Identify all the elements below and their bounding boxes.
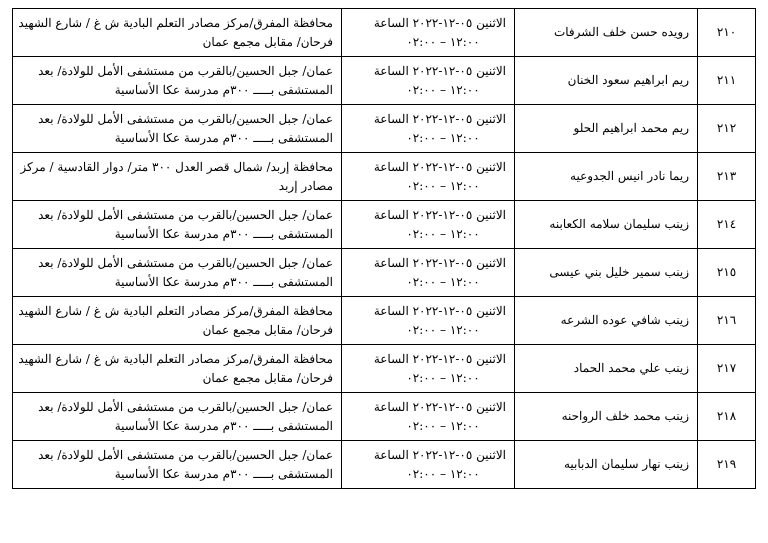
location-line-2: المستشفى بـــــ ٣٠٠م مدرسة عكا الأساسية (114, 82, 333, 97)
table-row (13, 201, 756, 249)
row-number: ٢١٣ (698, 153, 756, 201)
person-name: زينب علي محمد الحماد (515, 345, 698, 393)
location-line-1: عمان/ جبل الحسين/بالقرب من مستشفى الأمل للولادة/ بعد (38, 447, 333, 462)
row-number: ٢١٠ (698, 9, 756, 57)
appointment-time: ١٢:٠٠ – ٠٢:٠٠ (406, 130, 480, 145)
appointment-cell (342, 441, 515, 489)
person-name: رويده حسن خلف الشرفات (515, 9, 698, 57)
appointment-cell (342, 201, 515, 249)
appointment-time: ١٢:٠٠ – ٠٢:٠٠ (406, 466, 480, 481)
appointment-cell (342, 153, 515, 201)
appointment-date: الاثنين ٠٥-١٢-٢٠٢٢ الساعة (373, 351, 506, 366)
location-cell (13, 153, 342, 201)
location-line-2: المستشفى بـــــ ٣٠٠م مدرسة عكا الأساسية (114, 466, 333, 481)
row-number: ٢١٤ (698, 201, 756, 249)
location-cell (13, 441, 342, 489)
table-row (13, 105, 756, 153)
schedule-table-body (13, 9, 756, 489)
location-line-1: عمان/ جبل الحسين/بالقرب من مستشفى الأمل للولادة/ بعد (38, 399, 333, 414)
appointment-time: ١٢:٠٠ – ٠٢:٠٠ (406, 226, 480, 241)
appointment-time: ١٢:٠٠ – ٠٢:٠٠ (406, 34, 480, 49)
appointment-cell (342, 249, 515, 297)
location-line-1: عمان/ جبل الحسين/بالقرب من مستشفى الأمل للولادة/ بعد (38, 111, 333, 126)
appointment-date: الاثنين ٠٥-١٢-٢٠٢٢ الساعة (373, 303, 506, 318)
person-name: زينب محمد خلف الرواحنه (515, 393, 698, 441)
location-line-1: محافظة المفرق/مركز مصادر التعلم البادية ش غ / شارع الشهيد (18, 303, 333, 318)
location-line-2: المستشفى بـــــ ٣٠٠م مدرسة عكا الأساسية (114, 418, 333, 433)
location-line-2: المستشفى بـــــ ٣٠٠م مدرسة عكا الأساسية (114, 274, 333, 289)
person-name: ريم محمد ابراهيم الحلو (515, 105, 698, 153)
appointment-time: ١٢:٠٠ – ٠٢:٠٠ (406, 274, 480, 289)
appointment-date: الاثنين ٠٥-١٢-٢٠٢٢ الساعة (373, 159, 506, 174)
appointment-cell (342, 9, 515, 57)
row-number: ٢١١ (698, 57, 756, 105)
appointment-time: ١٢:٠٠ – ٠٢:٠٠ (406, 82, 480, 97)
row-number: ٢١٨ (698, 393, 756, 441)
row-number: ٢١٩ (698, 441, 756, 489)
appointment-date: الاثنين ٠٥-١٢-٢٠٢٢ الساعة (373, 399, 506, 414)
location-cell (13, 9, 342, 57)
location-line-2: فرحان/ مقابل مجمع عمان (202, 34, 333, 49)
appointment-date: الاثنين ٠٥-١٢-٢٠٢٢ الساعة (373, 15, 506, 30)
row-number: ٢١٥ (698, 249, 756, 297)
appointment-cell (342, 345, 515, 393)
appointment-cell (342, 297, 515, 345)
row-number: ٢١٢ (698, 105, 756, 153)
location-line-2: المستشفى بـــــ ٣٠٠م مدرسة عكا الأساسية (114, 226, 333, 241)
appointment-date: الاثنين ٠٥-١٢-٢٠٢٢ الساعة (373, 111, 506, 126)
table-row (13, 345, 756, 393)
appointment-date: الاثنين ٠٥-١٢-٢٠٢٢ الساعة (373, 63, 506, 78)
appointment-cell (342, 393, 515, 441)
appointment-time: ١٢:٠٠ – ٠٢:٠٠ (406, 370, 480, 385)
person-name: زينب سمير خليل بني عيسى (515, 249, 698, 297)
person-name: ريما نادر انيس الجدوعيه (515, 153, 698, 201)
table-row (13, 393, 756, 441)
table-row (13, 297, 756, 345)
location-line-2: مصادر إربد (278, 178, 333, 193)
appointment-time: ١٢:٠٠ – ٠٢:٠٠ (406, 418, 480, 433)
person-name: زينب سليمان سلامه الكعابنه (515, 201, 698, 249)
location-line-2: فرحان/ مقابل مجمع عمان (202, 370, 333, 385)
location-line-1: محافظة إربد/ شمال قصر العدل ٣٠٠ متر/ دوار القادسية / مركز (20, 159, 333, 174)
person-name: ريم ابراهيم سعود الخنان (515, 57, 698, 105)
schedule-table (12, 8, 756, 489)
location-cell (13, 105, 342, 153)
location-cell (13, 297, 342, 345)
location-cell (13, 249, 342, 297)
table-row (13, 249, 756, 297)
location-line-1: عمان/ جبل الحسين/بالقرب من مستشفى الأمل للولادة/ بعد (38, 63, 333, 78)
appointment-cell (342, 105, 515, 153)
location-line-2: فرحان/ مقابل مجمع عمان (202, 322, 333, 337)
table-row (13, 9, 756, 57)
location-line-1: محافظة المفرق/مركز مصادر التعلم البادية ش غ / شارع الشهيد (18, 15, 333, 30)
row-number: ٢١٧ (698, 345, 756, 393)
location-line-2: المستشفى بـــــ ٣٠٠م مدرسة عكا الأساسية (114, 130, 333, 145)
location-cell (13, 57, 342, 105)
appointment-date: الاثنين ٠٥-١٢-٢٠٢٢ الساعة (373, 447, 506, 462)
person-name: زينب نهار سليمان الدبابيه (515, 441, 698, 489)
location-line-1: عمان/ جبل الحسين/بالقرب من مستشفى الأمل للولادة/ بعد (38, 255, 333, 270)
appointment-date: الاثنين ٠٥-١٢-٢٠٢٢ الساعة (373, 207, 506, 222)
appointment-time: ١٢:٠٠ – ٠٢:٠٠ (406, 178, 480, 193)
location-cell (13, 201, 342, 249)
appointment-date: الاثنين ٠٥-١٢-٢٠٢٢ الساعة (373, 255, 506, 270)
location-cell (13, 345, 342, 393)
table-row (13, 441, 756, 489)
appointment-cell (342, 57, 515, 105)
table-row (13, 57, 756, 105)
row-number: ٢١٦ (698, 297, 756, 345)
appointment-time: ١٢:٠٠ – ٠٢:٠٠ (406, 322, 480, 337)
person-name: زينب شافي عوده الشرعه (515, 297, 698, 345)
table-row (13, 153, 756, 201)
location-line-1: محافظة المفرق/مركز مصادر التعلم البادية ش غ / شارع الشهيد (18, 351, 333, 366)
location-cell (13, 393, 342, 441)
location-line-1: عمان/ جبل الحسين/بالقرب من مستشفى الأمل للولادة/ بعد (38, 207, 333, 222)
